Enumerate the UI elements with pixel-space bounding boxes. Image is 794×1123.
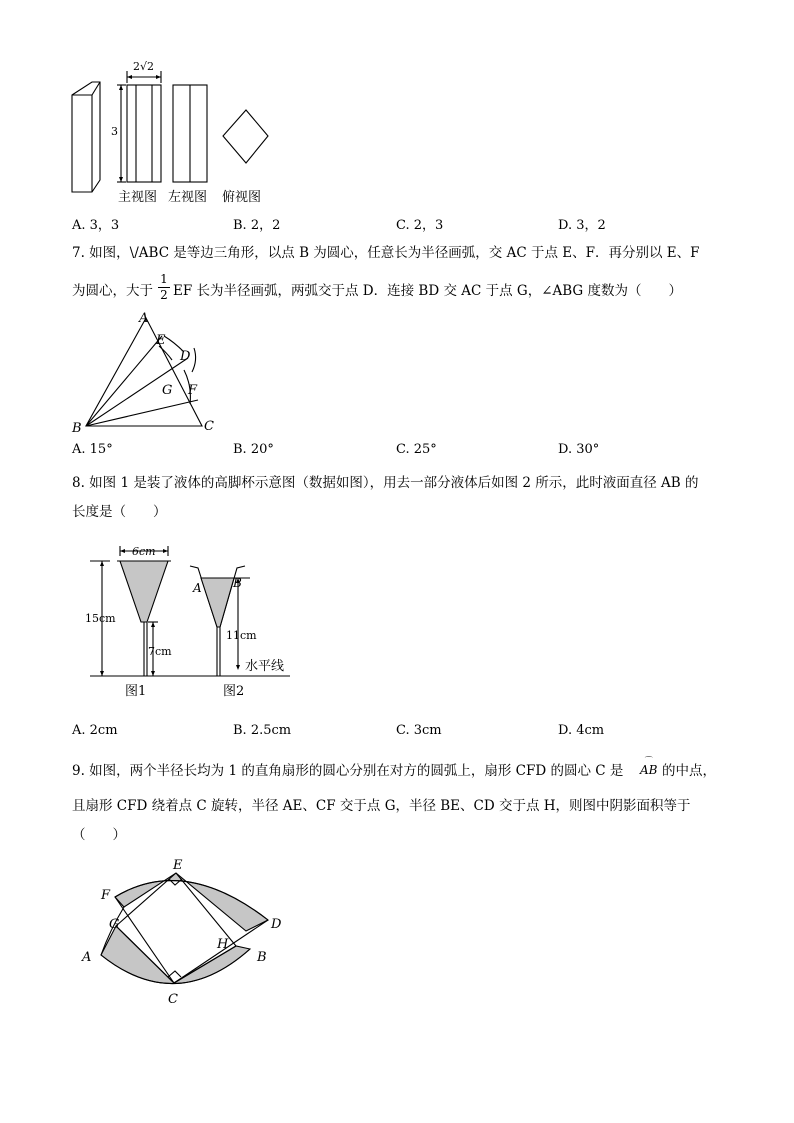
q7-option-c[interactable]: C. 25° bbox=[396, 442, 437, 457]
q8-label-fig1: 图1 bbox=[125, 684, 147, 699]
q9-stem-line2: 且扇形 CFD 绕着点 C 旋转，半径 AE、CF 交于点 G，半径 BE、CD 交于点 H，则图中阴影面积等于 bbox=[72, 798, 691, 814]
q8-stem-line1: 8. 如图 1 是装了液体的高脚杯示意图（数据如图），用去一部分液体后如图 2 所示，此时液面直径 AB 的 bbox=[72, 475, 699, 491]
q8-label-a: A bbox=[193, 581, 202, 595]
q9-stem-line1b: 的中点， bbox=[662, 763, 716, 779]
q9-label-h: H bbox=[217, 937, 229, 952]
q9-label-b: B bbox=[257, 950, 267, 965]
q6-option-c[interactable]: C. 2，3 bbox=[396, 218, 444, 233]
q8-label-width: 6cm bbox=[132, 545, 156, 558]
q8-option-b[interactable]: B. 2.5cm bbox=[233, 723, 292, 738]
q8-label-level: 水平线 bbox=[245, 659, 285, 674]
q6-option-d[interactable]: D. 3，2 bbox=[558, 218, 606, 233]
q8-label-h2: 11cm bbox=[226, 629, 257, 642]
q7-option-a[interactable]: A. 15° bbox=[72, 442, 113, 457]
q7-label-g: G bbox=[162, 383, 173, 398]
q7-stem-line2a: 为圆心，大于 bbox=[72, 283, 153, 299]
q8-label-fig2: 图2 bbox=[223, 684, 245, 699]
q6-dim-side: 3 bbox=[111, 125, 118, 138]
q8-label-height: 15cm bbox=[85, 612, 116, 625]
q7-stem-line1: 7. 如图，\/ABC 是等边三角形，以点 B 为圆心，任意长为半径画弧，交 AC 于点 E、F．再分别以 E、F bbox=[72, 245, 700, 261]
q7-label-c: C bbox=[204, 419, 214, 434]
q7-label-d: D bbox=[180, 349, 191, 364]
q9-label-d: D bbox=[271, 917, 282, 932]
q9-stem-line1a: 9. 如图，两个半径长均为 1 的直角扇形的圆心分别在对方的圆弧上，扇形 CFD 的圆心 C 是 bbox=[72, 763, 624, 779]
q6-three-views-figure bbox=[60, 55, 290, 210]
q7-frac-num: 1 bbox=[160, 272, 168, 286]
q7-label-f: F bbox=[188, 383, 198, 398]
q9-label-f: F bbox=[101, 888, 111, 903]
q8-option-d[interactable]: D. 4cm bbox=[558, 723, 605, 738]
q8-option-a[interactable]: A. 2cm bbox=[72, 723, 118, 738]
q6-view-label-top: 俯视图 bbox=[222, 190, 262, 205]
q9-label-g: G bbox=[109, 917, 120, 932]
q9-label-c: C bbox=[168, 992, 178, 1007]
q9-label-e: E bbox=[173, 858, 183, 873]
q7-label-e: E bbox=[156, 333, 166, 348]
q7-frac-den: 2 bbox=[160, 288, 168, 302]
q7-label-b: B bbox=[72, 421, 82, 436]
q7-stem-line2b: EF 长为半径画弧，两弧交于点 D．连接 BD 交 AC 于点 G，∠ABG 度数为（ ） bbox=[173, 283, 682, 299]
q6-view-label-front: 主视图 bbox=[118, 190, 158, 205]
q8-label-b: B bbox=[233, 576, 242, 590]
q6-option-b[interactable]: B. 2，2 bbox=[233, 218, 281, 233]
q7-triangle-figure bbox=[66, 308, 226, 438]
q8-stem-line2: 长度是（ ） bbox=[72, 504, 167, 520]
q7-option-d[interactable]: D. 30° bbox=[558, 442, 600, 457]
q8-option-c[interactable]: C. 3cm bbox=[396, 723, 442, 738]
q6-option-a[interactable]: A. 3，3 bbox=[72, 218, 120, 233]
q6-view-label-left: 左视图 bbox=[168, 190, 208, 205]
q9-stem-line3: （ ） bbox=[72, 827, 126, 843]
q7-label-a: A bbox=[139, 311, 149, 326]
q8-label-stem: 7cm bbox=[148, 645, 172, 658]
q6-dim-top: 2√2 bbox=[133, 60, 155, 73]
q9-label-a: A bbox=[82, 950, 92, 965]
q8-goblet-figure bbox=[80, 538, 300, 708]
q9-arc-label: AB bbox=[640, 763, 658, 777]
q7-option-b[interactable]: B. 20° bbox=[233, 442, 274, 457]
q9-sectors-figure bbox=[76, 855, 296, 1015]
